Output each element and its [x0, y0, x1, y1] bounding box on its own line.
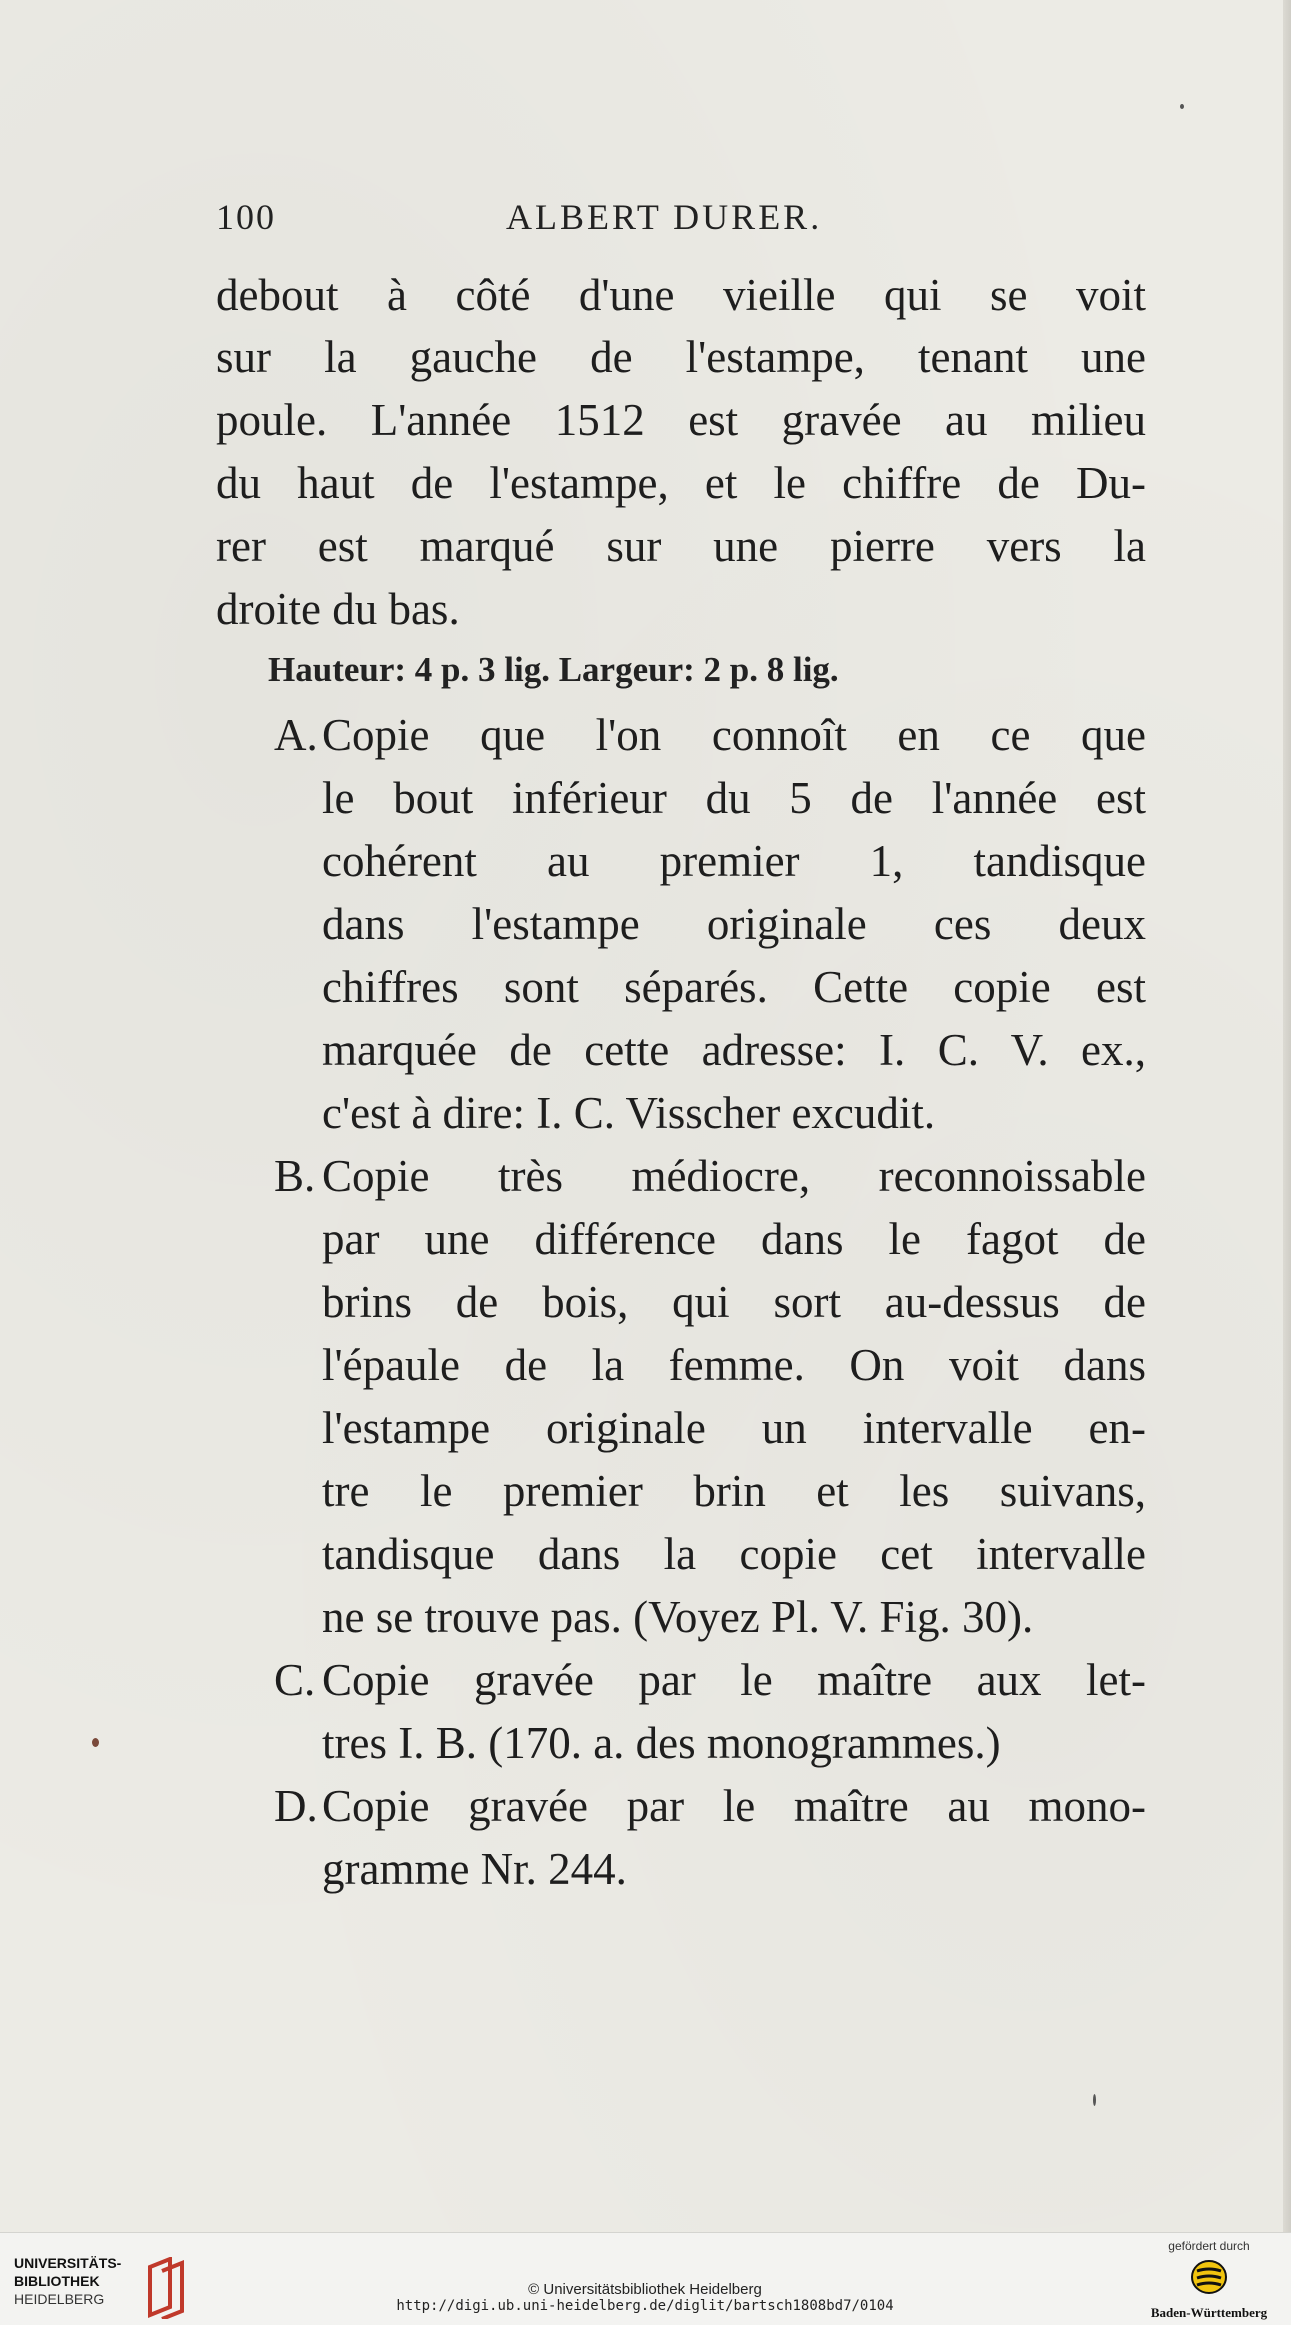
- running-head: [216, 196, 866, 244]
- page-number: 100: [216, 197, 276, 237]
- library-logo[interactable]: [14, 2253, 194, 2313]
- entry-line: par une différence dans le fagot de: [322, 1214, 1146, 1264]
- entry-letter-a: A.: [274, 710, 318, 760]
- scan-speck: [92, 1738, 99, 1747]
- entry-line: gramme Nr. 244.: [322, 1844, 627, 1894]
- footer-bar: [0, 2232, 1291, 2325]
- entry-line: chiffres sont séparés. Cette copie est: [322, 962, 1146, 1012]
- sponsor-block[interactable]: [1139, 2239, 1279, 2323]
- sponsor-label: gefördert durch: [1168, 2239, 1250, 2253]
- entry-line: Copie que l'on connoît en ce que: [322, 710, 1146, 760]
- library-name-line2: BIBLIOTHEK: [14, 2273, 100, 2289]
- entry-letter-b: B.: [274, 1151, 316, 1201]
- library-name-line3: HEIDELBERG: [14, 2291, 105, 2307]
- scan-speck: [1180, 104, 1184, 109]
- library-name-line1: UNIVERSITÄTS-: [14, 2255, 122, 2271]
- body-line: sur la gauche de l'estampe, tenant une: [216, 332, 1146, 382]
- entry-letter-d: D.: [274, 1781, 318, 1831]
- body-line: poule. L'année 1512 est gravée au milieu: [216, 395, 1146, 445]
- entry-line: dans l'estampe originale ces deux: [322, 899, 1146, 949]
- scan-speck: [1093, 2094, 1096, 2106]
- dimensions-line: Hauteur: 4 p. 3 lig. Largeur: 2 p. 8 lig.: [268, 650, 839, 689]
- entry-line: brins de bois, qui sort au-dessus de: [322, 1277, 1146, 1327]
- entry-line: c'est à dire: I. C. Visscher excudit.: [322, 1088, 936, 1138]
- entry-line: tandisque dans la copie cet intervalle: [322, 1529, 1146, 1579]
- body-line: debout à côté d'une vieille qui se voit: [216, 270, 1146, 320]
- running-title: ALBERT DURER.: [506, 197, 823, 237]
- entry-letter-c: C.: [274, 1655, 316, 1705]
- permalink[interactable]: http://digi.ub.uni-heidelberg.de/diglit/bartsch1808bd7/0104: [396, 2298, 894, 2314]
- body-line: droite du bas.: [216, 584, 460, 634]
- entry-line: cohérent au premier 1, tandisque: [322, 836, 1146, 886]
- entry-line: tre le premier brin et les suivans,: [322, 1466, 1146, 1516]
- entry-line: ne se trouve pas. (Voyez Pl. V. Fig. 30).: [322, 1592, 1034, 1642]
- entry-line: l'estampe originale un intervalle en-: [322, 1403, 1146, 1453]
- library-mark-icon: [144, 2257, 190, 2319]
- body-line: du haut de l'estampe, et le chiffre de Du-: [216, 458, 1146, 508]
- footer-credits: [395, 2281, 895, 2315]
- entry-line: Copie très médiocre, reconnoissable: [322, 1151, 1146, 1201]
- sponsor-name: Baden-Württemberg: [1150, 2305, 1268, 2320]
- body-line: rer est marqué sur une pierre vers la: [216, 521, 1146, 571]
- page-edge: [1283, 0, 1291, 2232]
- copyright-text: © Universitätsbibliothek Heidelberg: [528, 2281, 762, 2298]
- coat-of-arms-icon: [1189, 2257, 1229, 2297]
- entry-line: l'épaule de la femme. On voit dans: [322, 1340, 1146, 1390]
- entry-line: marquée de cette adresse: I. C. V. ex.,: [322, 1025, 1146, 1075]
- entry-line: tres I. B. (170. a. des monogrammes.): [322, 1718, 1001, 1768]
- entry-line: Copie gravée par le maître au mono-: [322, 1781, 1146, 1831]
- entry-line: Copie gravée par le maître aux let-: [322, 1655, 1146, 1705]
- entry-line: le bout inférieur du 5 de l'année est: [322, 773, 1146, 823]
